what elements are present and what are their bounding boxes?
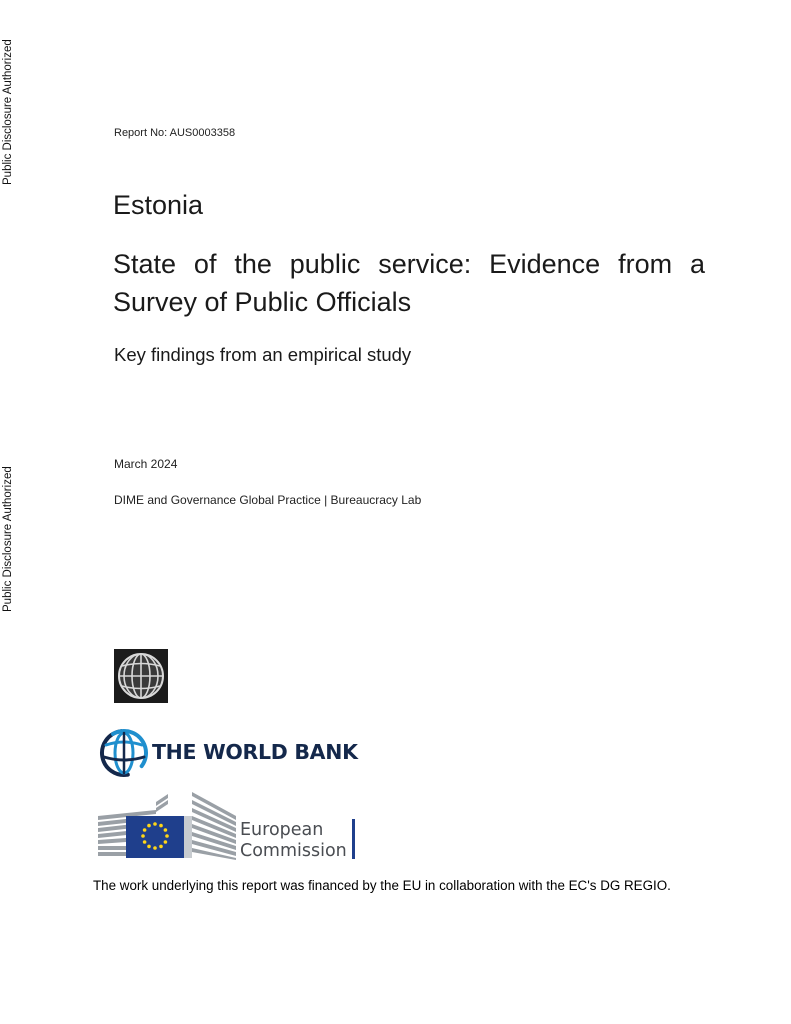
world-bank-globe-icon — [98, 725, 148, 779]
report-department: DIME and Governance Global Practice | Bureaucracy Lab — [114, 493, 422, 507]
ec-wordmark-line2: Commission — [240, 841, 347, 861]
funding-note: The work underlying this report was financed by the EU in collaboration with the EC's DG REGIO. — [93, 878, 671, 893]
report-country: Estonia — [113, 190, 204, 220]
report-subtitle: Key findings from an empirical study — [114, 344, 412, 365]
disclosure-stamp-top: Public Disclosure Authorized — [2, 39, 14, 186]
disclosure-stamp-bottom: Public Disclosure Authorized — [2, 466, 14, 612]
world-bank-wordmark: THE WORLD BANK — [152, 740, 358, 764]
european-commission-wordmark — [240, 820, 347, 862]
globe-icon — [114, 649, 168, 703]
report-title: State of the public service: Evidence from a Survey of Public Officials — [113, 249, 705, 317]
ec-divider — [352, 819, 355, 859]
report-number: Report No: AUS0003358 — [114, 127, 236, 139]
ec-wordmark-line1: European — [240, 820, 324, 840]
world-bank-emblem — [114, 649, 168, 703]
report-date: March 2024 — [114, 457, 178, 471]
world-bank-logo — [98, 724, 358, 780]
